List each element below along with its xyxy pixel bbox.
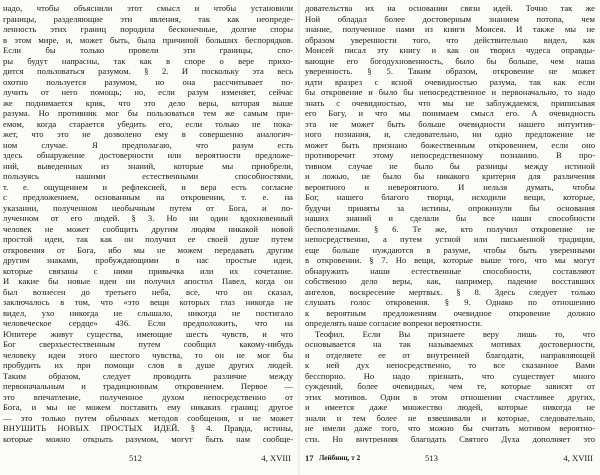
text-line: знание, полученное нами из книги Моисея. И также мы не: [305, 24, 595, 34]
text-line: ного познания, и, следовательно, ни одно предложение не: [305, 129, 595, 139]
text-line: человек не может сообщить другим людям никакой новой: [3, 223, 293, 234]
left-page-section: 4, XVIII: [261, 453, 291, 463]
text-line: будучи приняты за истины, опрокинули бы основания: [305, 202, 595, 213]
text-line: к вероятным предложениям очевидное откровение должно: [305, 307, 595, 318]
left-page-text: [3, 3, 293, 443]
text-line: ангелов, воскресение мертвых. § 8. Здесь следует только: [305, 286, 595, 297]
text-line: это впечатление, полученное духом непосредственно от: [3, 391, 293, 402]
text-line: этих мотивов. Одни в этом отношении счастливее других,: [305, 391, 595, 402]
text-line: Моисей писал эту книгу и как он творил чудеса оправды-: [305, 45, 595, 55]
right-page-footer: [305, 452, 595, 464]
text-line: в откровении. § 7. Но вещи, которые выше того, что мы могут: [305, 255, 595, 265]
text-line: ленность этих границ породила бесконечные, долгие споры: [3, 24, 293, 34]
text-line: Теофил. Если Вы признаете веру лишь то, что: [315, 328, 595, 339]
right-page-section: 4, XVIII: [563, 453, 593, 463]
text-line: довательства их на основании связи идей. Точно так же: [305, 3, 595, 13]
text-line: т. е. ощущением и рефлексией, и вера есть согласие: [3, 181, 293, 192]
printer-signature-title: Лейбниц, т 2: [319, 454, 361, 462]
text-line: и отделяете ее от внутренней благодати, направляющей: [305, 349, 595, 360]
text-line: другим знаками, пробуждающими в нас простые идеи,: [3, 255, 293, 265]
text-line: еще больше нуждаются в разуме, чтобы быть уверенными: [305, 244, 595, 255]
text-line: и ложью, не было бы никакого критерия для различения: [305, 171, 595, 181]
text-line: основывается на так называемых мотивах достоверности,: [305, 339, 595, 349]
text-line: лучить от него помощь; но, если разум изменяет, сейчас: [3, 87, 293, 97]
right-page-number: 513: [425, 453, 438, 463]
text-line: границы, разделяющие эти явления, так как неопреде-: [3, 13, 293, 24]
text-line: Бог сверхъестественным путем сообщил какому-нибудь: [3, 339, 293, 349]
text-line: бесполезными. § 6. Те же, кто получил откровение не: [305, 223, 595, 234]
text-line: определять наше согласие вопреки вероятности.: [305, 318, 483, 328]
text-line: И какие бы новые идеи ни получил апостол Павел, когда он: [3, 276, 293, 286]
text-line: сти. Но внутренняя благодать Святого Духа дополняет это: [305, 433, 595, 443]
text-line: пробудить их при помощи слов в душе других людей.: [3, 360, 293, 370]
text-line: бы откровение и было бы непосредственное и первоначально, то надо: [305, 87, 595, 97]
text-line: человеку идеи этого шестого чувства, то он не мог бы: [3, 349, 293, 360]
page-gutter: [298, 0, 300, 475]
text-line: ном случае. Я предполагаю, что разум есть: [3, 139, 293, 150]
left-page-footer: [3, 452, 293, 464]
text-line: ВНУШИТЬ НОВЫХ ПРОСТЫХ ИДЕЙ. § 4. Правда, истины,: [3, 423, 293, 433]
text-line: противоречит этому непосредственному познанию. В про-: [305, 150, 595, 160]
text-line: Таким образом, следует проводить различие между: [3, 370, 293, 381]
text-line: тивном случае не было бы разницы между истиной: [305, 160, 595, 171]
text-line: ний, выведенных из знаний, которые мы приобрели,: [3, 160, 293, 171]
text-line: пользуясь нашими естественными способностями,: [3, 171, 293, 181]
text-line: наших знаний и сделали бы все наши способности: [305, 213, 595, 223]
text-line: простой идеи, так как он получил ее своей душе путем: [3, 234, 293, 244]
text-line: уверенность. § 5. Таким образом, откровение не может: [305, 66, 595, 76]
text-line: Ной обладал более достоверным знанием потопа, чем: [305, 13, 595, 24]
text-line: же поднимается крик, что это дело веры, которая выше: [3, 97, 293, 108]
text-line: бесспорно. Но надо признать, что существует много: [305, 370, 595, 381]
text-line: которые можно открыть разумом, могут быть нам сообще-: [3, 433, 293, 443]
text-line: собственно дело веры, как, например, падение восставших: [305, 276, 595, 286]
left-page-number: 512: [129, 453, 142, 463]
text-line: разума. Но противник мог бы пользоваться тем же самым при-: [3, 108, 293, 118]
text-line: надо, чтобы объяснили этот смысл и чтобы установили: [3, 3, 293, 13]
text-line: суждений, более очевидных, чем те, которые зависят от: [305, 381, 595, 391]
text-line: идти вразрез с ясной очевидностью разума, так как если: [305, 76, 595, 87]
text-line: его Богу, и что мы понимаем смысл его. А очевидность: [305, 108, 595, 118]
text-line: откровения от Бога, ибо мы не можем передавать другим: [3, 244, 293, 255]
text-line: видел, ухо никогда не слышало, никогда не постигало: [3, 307, 293, 318]
text-line: человеческое сердце» 436. Если предположить, что на: [3, 318, 293, 328]
text-line: вающие его богодухновенность, было бы больше, чем наша: [305, 55, 595, 66]
text-line: охотно пользуется разумом, но она рассчитывает по-: [3, 76, 293, 87]
text-line: которые связаны с ними привычка или их сочетание.: [3, 265, 293, 276]
printer-signature: 17: [305, 453, 314, 463]
text-line: дится пользоваться разумом. § 2. И поскольку эта весь: [3, 66, 293, 76]
text-line: слушать голос откровения. § 9. Однако по отношению: [305, 297, 595, 307]
text-line: знать с очевидностью, что мы не заблуждаемся, приписывая: [305, 97, 595, 108]
text-line: указании, полученном необычным путем от Бога, и по-: [3, 202, 293, 213]
right-page: [305, 3, 595, 475]
text-line: здесь обнаружение достоверности или вероятности предложе-: [3, 150, 293, 160]
text-line: заключалось в том, что «это вещи которых глаз никогда не: [3, 297, 293, 307]
text-line: жет, что это не дозволено ему в совершенно аналогич-: [3, 129, 293, 139]
text-line: в этом мире, и, может быть, была причиной больших беспорядков.: [3, 34, 293, 45]
text-line: и имеется даже множество людей, которые никогда не: [305, 402, 595, 412]
text-line: ры будут напрасны, так как в споре о вере прихо-: [3, 55, 293, 66]
text-line: обнаружить наши естественные способности, составляют: [305, 265, 595, 276]
text-line: лученном от его людей. § 3. Но ни один вдохновенный: [3, 213, 293, 223]
text-line: — это только путем обычных методов сообщения, и не может: [3, 412, 293, 423]
text-line: первоначальным и традиционным откровением. Первое —: [3, 381, 293, 391]
text-line: Бог, нашего благого творца, исходили вещи, которые,: [305, 192, 595, 202]
text-line: непосредственно, а путем устной или письменной традиции,: [305, 234, 595, 244]
text-line: не имели даже того, что можно бы считать мотивом вероятно-: [305, 423, 595, 433]
left-page: [3, 3, 293, 475]
text-line: образом уверенности того, что действительно видел, как: [305, 34, 595, 45]
text-line: Бога, и мы не можем поставить ему никаких границ; другое: [3, 402, 293, 412]
right-page-text: [305, 3, 595, 443]
text-line: вероятного и невероятного. И нельзя думать, чтобы: [305, 181, 595, 192]
text-line: эта не может быть больше очевидности нашего интуитив-: [305, 118, 595, 129]
text-line: Юпитере живут существа, имеющие шесть чувств, и что: [3, 328, 293, 339]
text-line: был вознесен до третьего неба, все, что он сказал,: [3, 286, 293, 297]
text-line: емом, когда старается убедить его, если только не пока-: [3, 118, 293, 129]
text-line: к ней дух непосредственно, то все сказанное Вами: [305, 360, 595, 370]
text-line: Если бы только провели эти границы, спо-: [3, 45, 293, 55]
text-line: может быть признано божественным откровением, если оно: [305, 139, 595, 150]
text-line: с предложением, основанным на откровении, т. е. на: [3, 192, 293, 202]
text-line: знали и тем более не взвешивали и которые, следовательно,: [305, 412, 595, 423]
